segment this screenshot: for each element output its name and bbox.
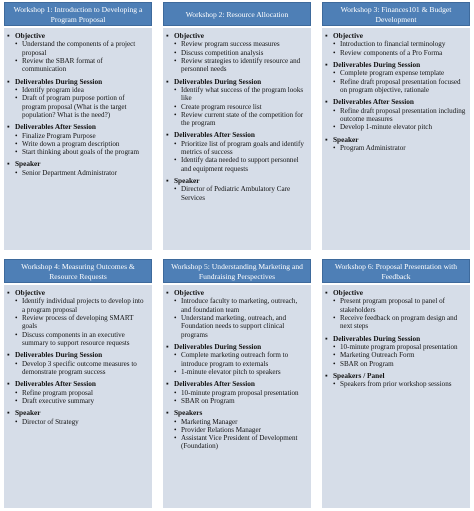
workshop-card-1	[4, 2, 152, 250]
section-item: • Senior Department Administrator	[22, 169, 148, 177]
workshop-section	[166, 409, 307, 451]
section-heading: ▪ Deliverables After Session	[166, 131, 307, 139]
section-item-list	[166, 389, 307, 406]
section-item: • Receive feedback on program design and next steps	[340, 314, 466, 331]
section-heading: ▪ Speaker	[7, 409, 148, 417]
workshop-title: Workshop 4: Measuring Outcomes & Resource Requests	[4, 259, 152, 283]
workshop-card-3	[322, 2, 470, 250]
section-item: • Discuss competition analysis	[181, 49, 307, 57]
section-item: • Refine program proposal	[22, 389, 148, 397]
section-item-list	[325, 40, 466, 57]
workshop-body	[163, 285, 311, 508]
workshop-section	[166, 177, 307, 202]
workshop-card-6	[322, 259, 470, 508]
section-item-list	[325, 69, 466, 94]
section-item-list	[7, 132, 148, 157]
workshop-title: Workshop 2: Resource Allocation	[163, 2, 311, 26]
section-heading: ▪ Objective	[166, 289, 307, 297]
workshop-section	[7, 78, 148, 120]
section-item: • 10-minute program proposal presentation	[181, 389, 307, 397]
section-item: • Develop 1-minute elevator pitch	[340, 123, 466, 131]
section-item: • Develop 3 specific outcome measures to demonstrate program success	[22, 360, 148, 377]
section-heading: ▪ Deliverables During Session	[325, 61, 466, 69]
section-item: • Understand the components of a project proposal	[22, 40, 148, 57]
section-item: • Review strategies to identify resource and personnel needs	[181, 57, 307, 74]
workshop-body	[322, 28, 470, 250]
workshop-section	[325, 61, 466, 94]
section-item: • Write down a program description	[22, 140, 148, 148]
workshop-card-5	[163, 259, 311, 508]
section-item: • Identify program idea	[22, 86, 148, 94]
section-heading: ▪ Deliverables After Session	[7, 380, 148, 388]
workshop-section	[325, 136, 466, 153]
workshop-section	[166, 131, 307, 173]
section-item-list	[7, 418, 148, 426]
section-heading: ▪ Objective	[325, 32, 466, 40]
section-item-list	[7, 169, 148, 177]
section-item: • Start thinking about goals of the program	[22, 148, 148, 156]
section-item: • Identify individual projects to develop into a program proposal	[22, 297, 148, 314]
section-item: • Create program resource list	[181, 103, 307, 111]
section-item: • Assistant Vice President of Development (Foundation)	[181, 434, 307, 451]
section-item-list	[7, 86, 148, 119]
section-item: • Director of Pediatric Ambulatory Care Services	[181, 185, 307, 202]
section-item: • Refine draft proposal presentation focused on program objective, rationale	[340, 78, 466, 95]
workshop-section	[7, 123, 148, 156]
section-item: • Speakers from prior workshop sessions	[340, 380, 466, 388]
section-item: • Identify what success of the program looks like	[181, 86, 307, 103]
section-item: • Draft of program purpose portion of program proposal (What is the target population? What is the need?)	[22, 94, 148, 119]
section-heading: ▪ Objective	[166, 32, 307, 40]
section-heading: ▪ Speaker	[325, 136, 466, 144]
workshop-card-2	[163, 2, 311, 250]
section-item: • Introduce faculty to marketing, outreach, and foundation team	[181, 297, 307, 314]
section-heading: ▪ Deliverables During Session	[166, 78, 307, 86]
workshop-section	[166, 289, 307, 339]
section-item: • Marketing Outreach Form	[340, 351, 466, 359]
workshop-title: Workshop 5: Understanding Marketing and Fundraising Perspectives	[163, 259, 311, 283]
section-item: • SBAR on Program	[181, 397, 307, 405]
section-heading: ▪ Deliverables After Session	[325, 98, 466, 106]
section-item-list	[325, 144, 466, 152]
section-item: • Review program success measures	[181, 40, 307, 48]
section-heading: ▪ Objective	[7, 289, 148, 297]
workshop-section	[166, 78, 307, 128]
section-item: • Complete marketing outreach form to introduce program to externals	[181, 351, 307, 368]
workshop-title: Workshop 1: Introduction to Developing a Program Proposal	[4, 2, 152, 26]
workshop-body	[163, 28, 311, 250]
section-item-list	[7, 389, 148, 406]
workshop-section	[166, 32, 307, 74]
section-heading: ▪ Speaker	[7, 160, 148, 168]
workshop-section	[7, 160, 148, 177]
workshop-section	[166, 380, 307, 405]
section-item: • 10-minute program proposal presentation	[340, 343, 466, 351]
workshop-section	[325, 98, 466, 131]
section-item: • Introduction to financial terminology	[340, 40, 466, 48]
workshop-section	[325, 32, 466, 57]
workshop-section	[325, 335, 466, 368]
section-item: • Program Administrator	[340, 144, 466, 152]
section-item-list	[325, 107, 466, 132]
section-item: • Review current state of the competition for the program	[181, 111, 307, 128]
section-item-list	[166, 297, 307, 338]
section-item-list	[166, 418, 307, 451]
workshop-card-4	[4, 259, 152, 508]
section-item-list	[166, 40, 307, 73]
section-heading: ▪ Objective	[7, 32, 148, 40]
section-item: • Understand marketing, outreach, and Foundation needs to support clinical programs	[181, 314, 307, 339]
section-item-list	[166, 185, 307, 202]
workshop-section	[7, 289, 148, 347]
section-item-list	[7, 360, 148, 377]
section-heading: ▪ Speakers / Panel	[325, 372, 466, 380]
section-item-list	[325, 343, 466, 368]
section-item-list	[325, 380, 466, 388]
section-item-list	[7, 297, 148, 347]
workshop-section	[325, 289, 466, 331]
section-item-list	[166, 351, 307, 376]
section-item: • Identify data needed to support personnel and equipment requests	[181, 156, 307, 173]
section-item: • Draft executive summary	[22, 397, 148, 405]
section-item: • SBAR on Program	[340, 360, 466, 368]
section-item: • Present program proposal to panel of stakeholders	[340, 297, 466, 314]
workshop-section	[7, 380, 148, 405]
section-heading: ▪ Deliverables During Session	[7, 351, 148, 359]
section-heading: ▪ Deliverables After Session	[7, 123, 148, 131]
section-heading: ▪ Objective	[325, 289, 466, 297]
workshop-title: Workshop 6: Proposal Presentation with Feedback	[322, 259, 470, 283]
section-item: • Review process of developing SMART goals	[22, 314, 148, 331]
workshop-title: Workshop 3: Finances101 & Budget Development	[322, 2, 470, 26]
section-item-list	[7, 40, 148, 73]
section-heading: ▪ Speaker	[166, 177, 307, 185]
section-item: • Refine draft proposal presentation including outcome measures	[340, 107, 466, 124]
section-item: • Provider Relations Manager	[181, 426, 307, 434]
section-item: • Discuss components in an executive summary to support resource requests	[22, 331, 148, 348]
section-item: • Marketing Manager	[181, 418, 307, 426]
section-item: • Complete program expense template	[340, 69, 466, 77]
section-item: • Director of Strategy	[22, 418, 148, 426]
section-heading: ▪ Deliverables During Session	[166, 343, 307, 351]
section-item: • 1-minute elevator pitch to speakers	[181, 368, 307, 376]
section-heading: ▪ Deliverables During Session	[7, 78, 148, 86]
section-item-list	[166, 140, 307, 173]
section-item: • Review the SBAR format of communication	[22, 57, 148, 74]
workshop-section	[166, 343, 307, 376]
section-heading: ▪ Speakers	[166, 409, 307, 417]
workshop-body	[4, 28, 152, 250]
section-item-list	[325, 297, 466, 330]
section-item: • Finalize Program Purpose	[22, 132, 148, 140]
workshop-body	[322, 285, 470, 508]
workshop-section	[325, 372, 466, 389]
section-item-list	[166, 86, 307, 127]
section-heading: ▪ Deliverables During Session	[325, 335, 466, 343]
workshop-body	[4, 285, 152, 508]
section-item: • Review components of a Pro Forma	[340, 49, 466, 57]
section-heading: ▪ Deliverables After Session	[166, 380, 307, 388]
workshop-section	[7, 351, 148, 376]
section-item: • Prioritize list of program goals and identify metrics of success	[181, 140, 307, 157]
workshop-section	[7, 409, 148, 426]
workshop-section	[7, 32, 148, 74]
